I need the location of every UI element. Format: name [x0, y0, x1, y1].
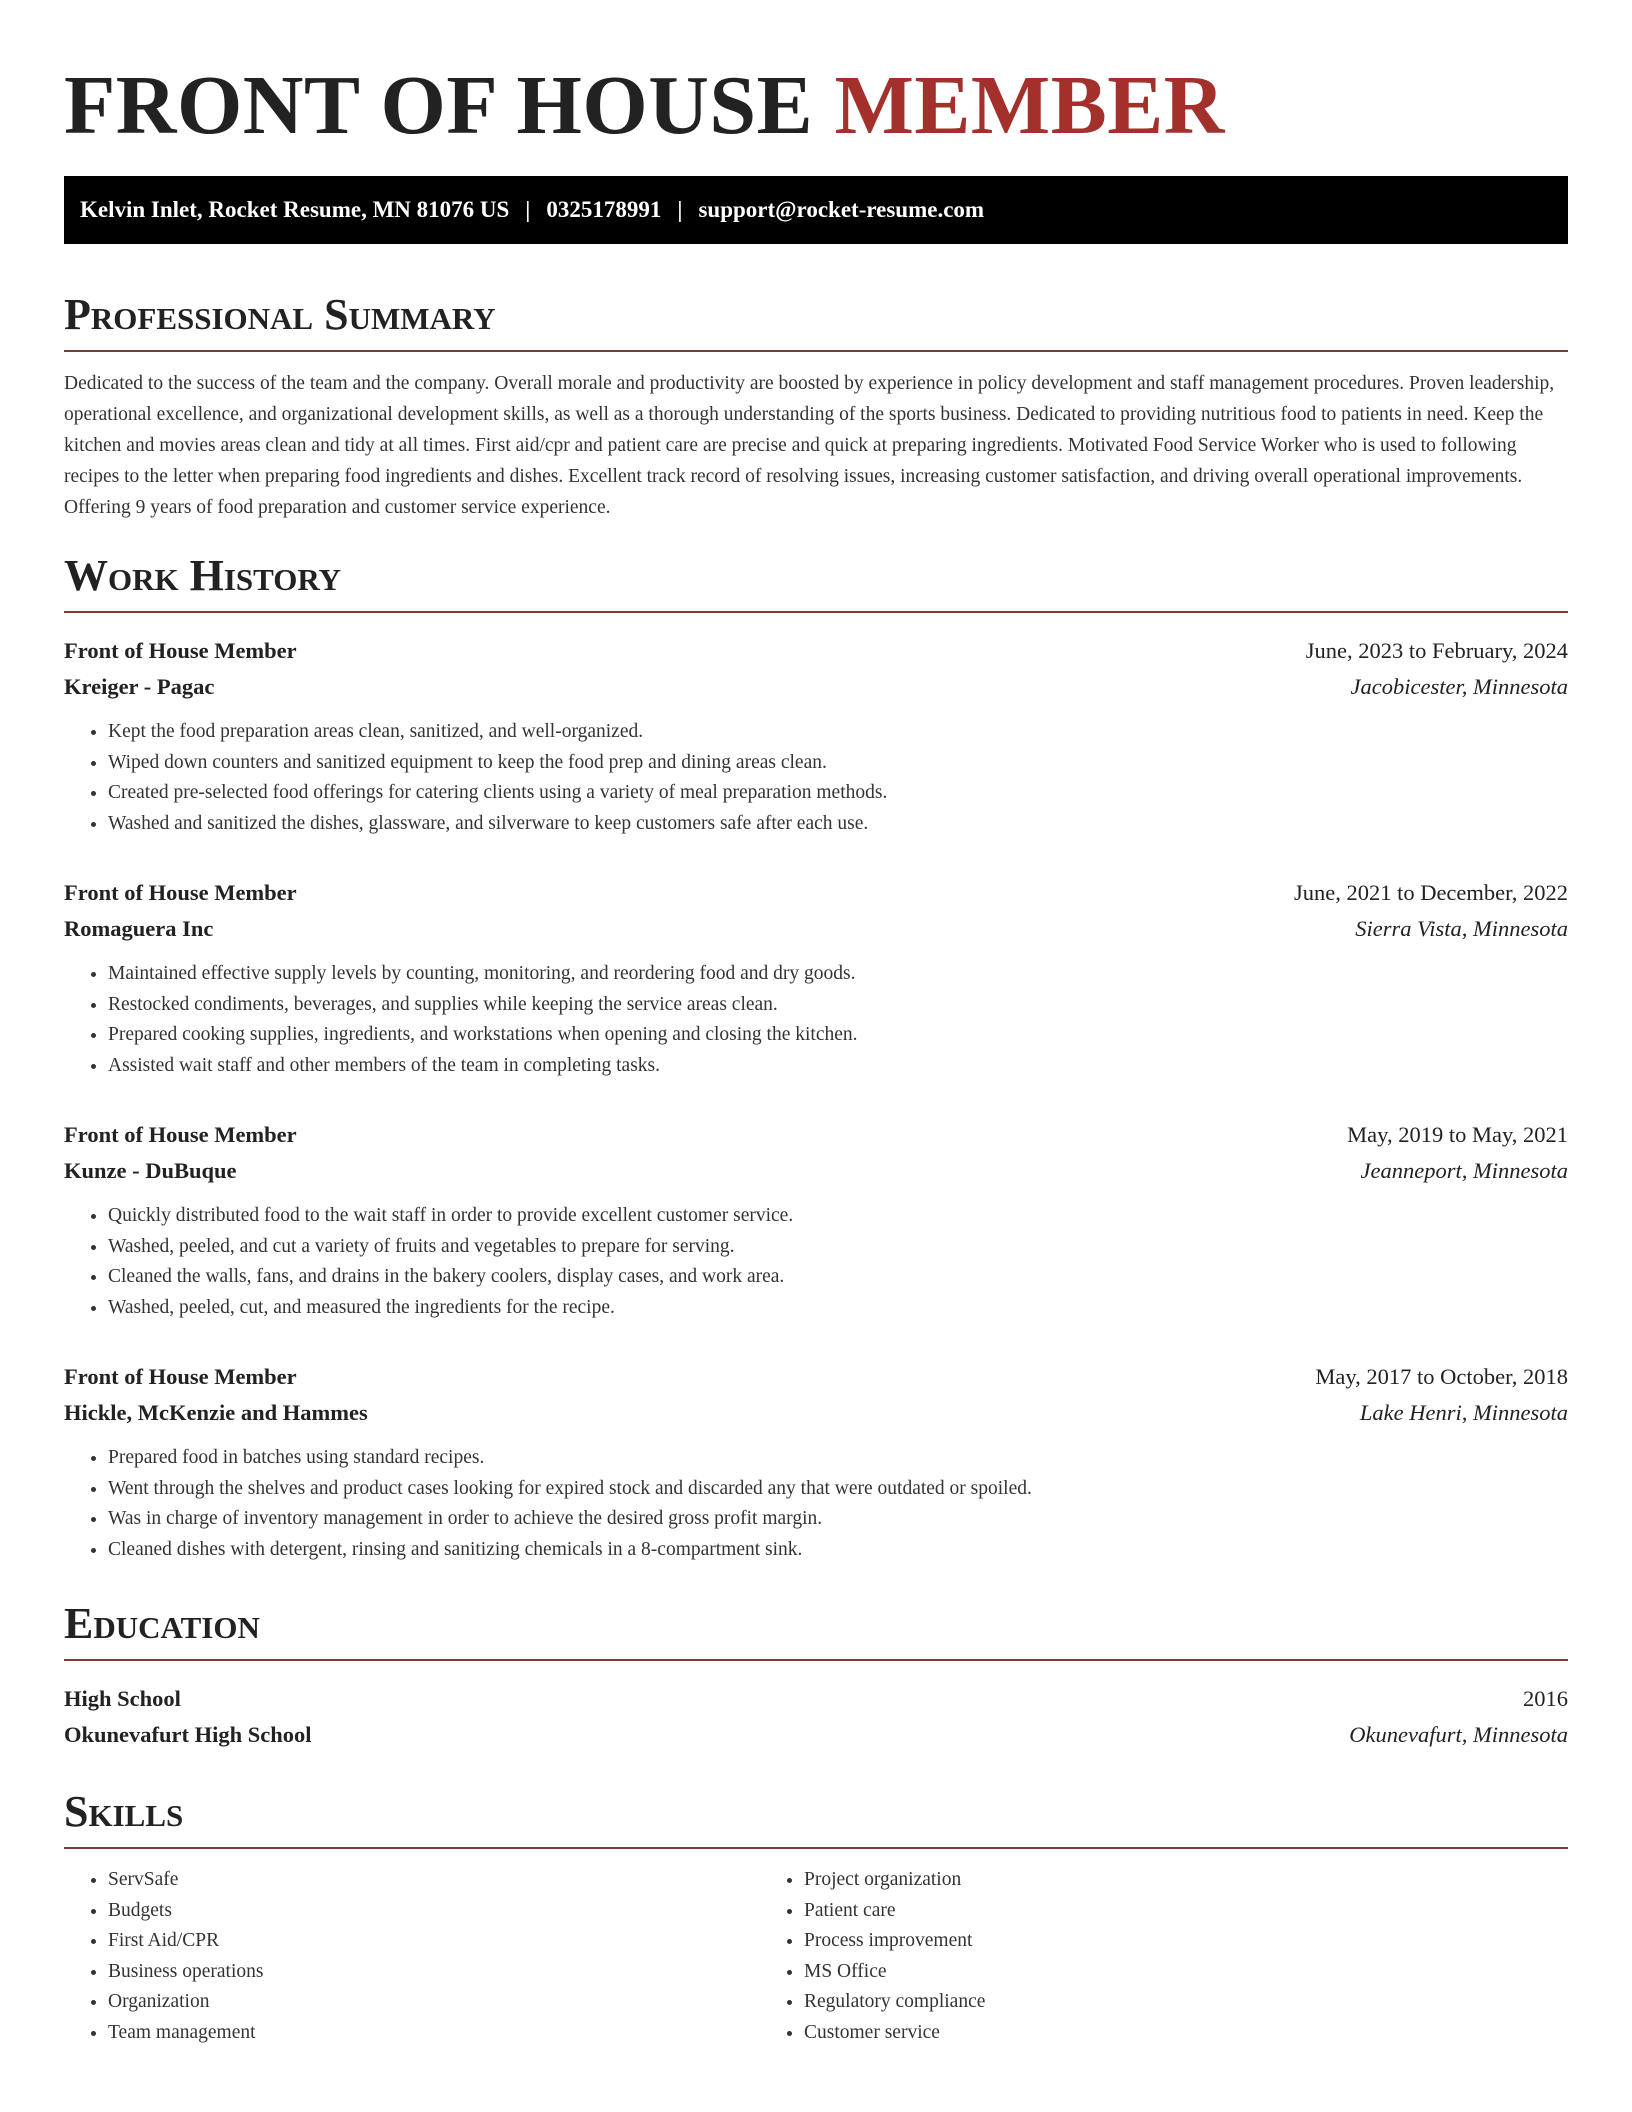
skill-item: • Budgets — [108, 1896, 760, 1927]
job-duties — [64, 1443, 1568, 1565]
education-entry — [64, 1681, 1568, 1753]
contact-separator: | — [677, 197, 683, 222]
skill-item: • Organization — [108, 1987, 760, 2018]
job-dates: June, 2021 to December, 2022 — [1293, 880, 1568, 905]
education-heading: Education — [64, 1599, 1568, 1661]
work-history-list — [64, 633, 1568, 1565]
job-dates: May, 2019 to May, 2021 — [1347, 1122, 1568, 1147]
contact-phone: 0325178991 — [546, 197, 662, 222]
duty-item: • Assisted wait staff and other members of the team in completing tasks. — [108, 1051, 1568, 1082]
skill-item: • Business operations — [108, 1957, 760, 1988]
duty-item: • Wiped down counters and sanitized equipment to keep the food prep and dining areas clean. — [108, 748, 1568, 779]
duty-item: • Washed and sanitized the dishes, glassware, and silverware to keep customers safe after each use. — [108, 809, 1568, 840]
job-position: Front of House Member — [64, 638, 297, 663]
job-company: Kreiger - Pagac — [64, 674, 215, 699]
job-location: Jacobicester, Minnesota — [1350, 674, 1568, 699]
job-duties — [64, 717, 1568, 839]
title-main: FRONT OF HOUSE — [64, 59, 814, 152]
contact-separator: | — [525, 197, 531, 222]
job-entry — [64, 633, 1568, 839]
job-company: Romaguera Inc — [64, 916, 214, 941]
skills-heading: Skills — [64, 1787, 1568, 1849]
skill-item: • MS Office — [804, 1957, 1568, 1988]
job-location: Lake Henri, Minnesota — [1359, 1400, 1568, 1425]
job-entry — [64, 875, 1568, 1081]
job-location: Jeanneport, Minnesota — [1360, 1158, 1568, 1183]
contact-address: Kelvin Inlet, Rocket Resume, MN 81076 US — [80, 197, 510, 222]
duty-item: • Washed, peeled, cut, and measured the ingredients for the recipe. — [108, 1293, 1568, 1324]
job-dates: May, 2017 to October, 2018 — [1315, 1364, 1568, 1389]
duty-item: • Created pre-selected food offerings for catering clients using a variety of meal preparation methods. — [108, 778, 1568, 809]
skill-item: • Process improvement — [804, 1926, 1568, 1957]
job-company: Kunze - DuBuque — [64, 1158, 237, 1183]
job-duties — [64, 959, 1568, 1081]
duty-item: • Went through the shelves and product cases looking for expired stock and discarded any that were outdated or spoiled. — [108, 1474, 1568, 1505]
education-school: Okunevafurt High School — [64, 1722, 312, 1747]
contact-bar — [64, 176, 1568, 244]
title-accent: MEMBER — [834, 59, 1225, 152]
skill-item: • ServSafe — [108, 1865, 760, 1896]
education-location: Okunevafurt, Minnesota — [1349, 1722, 1568, 1747]
job-dates: June, 2023 to February, 2024 — [1305, 638, 1568, 663]
job-entry — [64, 1117, 1568, 1323]
job-position: Front of House Member — [64, 880, 297, 905]
duty-item: • Kept the food preparation areas clean, sanitized, and well-organized. — [108, 717, 1568, 748]
duty-item: • Cleaned dishes with detergent, rinsing and sanitizing chemicals in a 8-compartment sink. — [108, 1535, 1568, 1566]
duty-item: • Washed, peeled, and cut a variety of fruits and vegetables to prepare for serving. — [108, 1232, 1568, 1263]
job-position: Front of House Member — [64, 1364, 297, 1389]
summary-text: Dedicated to the success of the team and the company. Overall morale and productivity are boosted by experience in policy development and staff management procedures. Proven leadership, operational excellence, and organizational development skills, as well as a thorough understanding of the sports business. Dedicated to providing nutritious food to patients in need. Keep the kitchen and movies areas clean and tidy at all times. First aid/cpr and patient care are precise and quick at preparing ingredients. Motivated Food Service Worker who is used to following recipes to the letter when preparing food ingredients and dishes. Excellent track record of resolving issues, increasing customer satisfaction, and driving overall operational improvements. Offering 9 years of food preparation and customer service experience. — [64, 373, 1555, 518]
skills-list — [64, 1865, 1568, 2048]
resume-title — [64, 58, 1568, 154]
job-duties — [64, 1201, 1568, 1323]
duty-item: • Was in charge of inventory management in order to achieve the desired gross profit margin. — [108, 1504, 1568, 1535]
contact-email[interactable]: support@rocket-resume.com — [698, 197, 985, 222]
skills-column-left — [64, 1865, 760, 2048]
education-year: 2016 — [1523, 1686, 1568, 1711]
duty-item: • Prepared cooking supplies, ingredients, and workstations when opening and closing the kitchen. — [108, 1020, 1568, 1051]
resume-page — [64, 58, 1568, 2048]
skill-item: • First Aid/CPR — [108, 1926, 760, 1957]
skill-item: • Project organization — [804, 1865, 1568, 1896]
duty-item: • Maintained effective supply levels by counting, monitoring, and reordering food and dry goods. — [108, 959, 1568, 990]
duty-item: • Restocked condiments, beverages, and supplies while keeping the service areas clean. — [108, 990, 1568, 1021]
skill-item: • Customer service — [804, 2018, 1568, 2049]
duty-item: • Prepared food in batches using standard recipes. — [108, 1443, 1568, 1474]
job-company: Hickle, McKenzie and Hammes — [64, 1400, 368, 1425]
job-location: Sierra Vista, Minnesota — [1355, 916, 1568, 941]
job-entry — [64, 1359, 1568, 1565]
education-degree: High School — [64, 1686, 181, 1711]
duty-item: • Quickly distributed food to the wait staff in order to provide excellent customer service. — [108, 1201, 1568, 1232]
skill-item: • Team management — [108, 2018, 760, 2049]
job-position: Front of House Member — [64, 1122, 297, 1147]
duty-item: • Cleaned the walls, fans, and drains in the bakery coolers, display cases, and work area. — [108, 1262, 1568, 1293]
skills-column-right — [760, 1865, 1568, 2048]
skill-item: • Regulatory compliance — [804, 1987, 1568, 2018]
work-history-heading: Work History — [64, 551, 1568, 613]
summary-heading: Professional Summary — [64, 290, 1568, 352]
skill-item: • Patient care — [804, 1896, 1568, 1927]
